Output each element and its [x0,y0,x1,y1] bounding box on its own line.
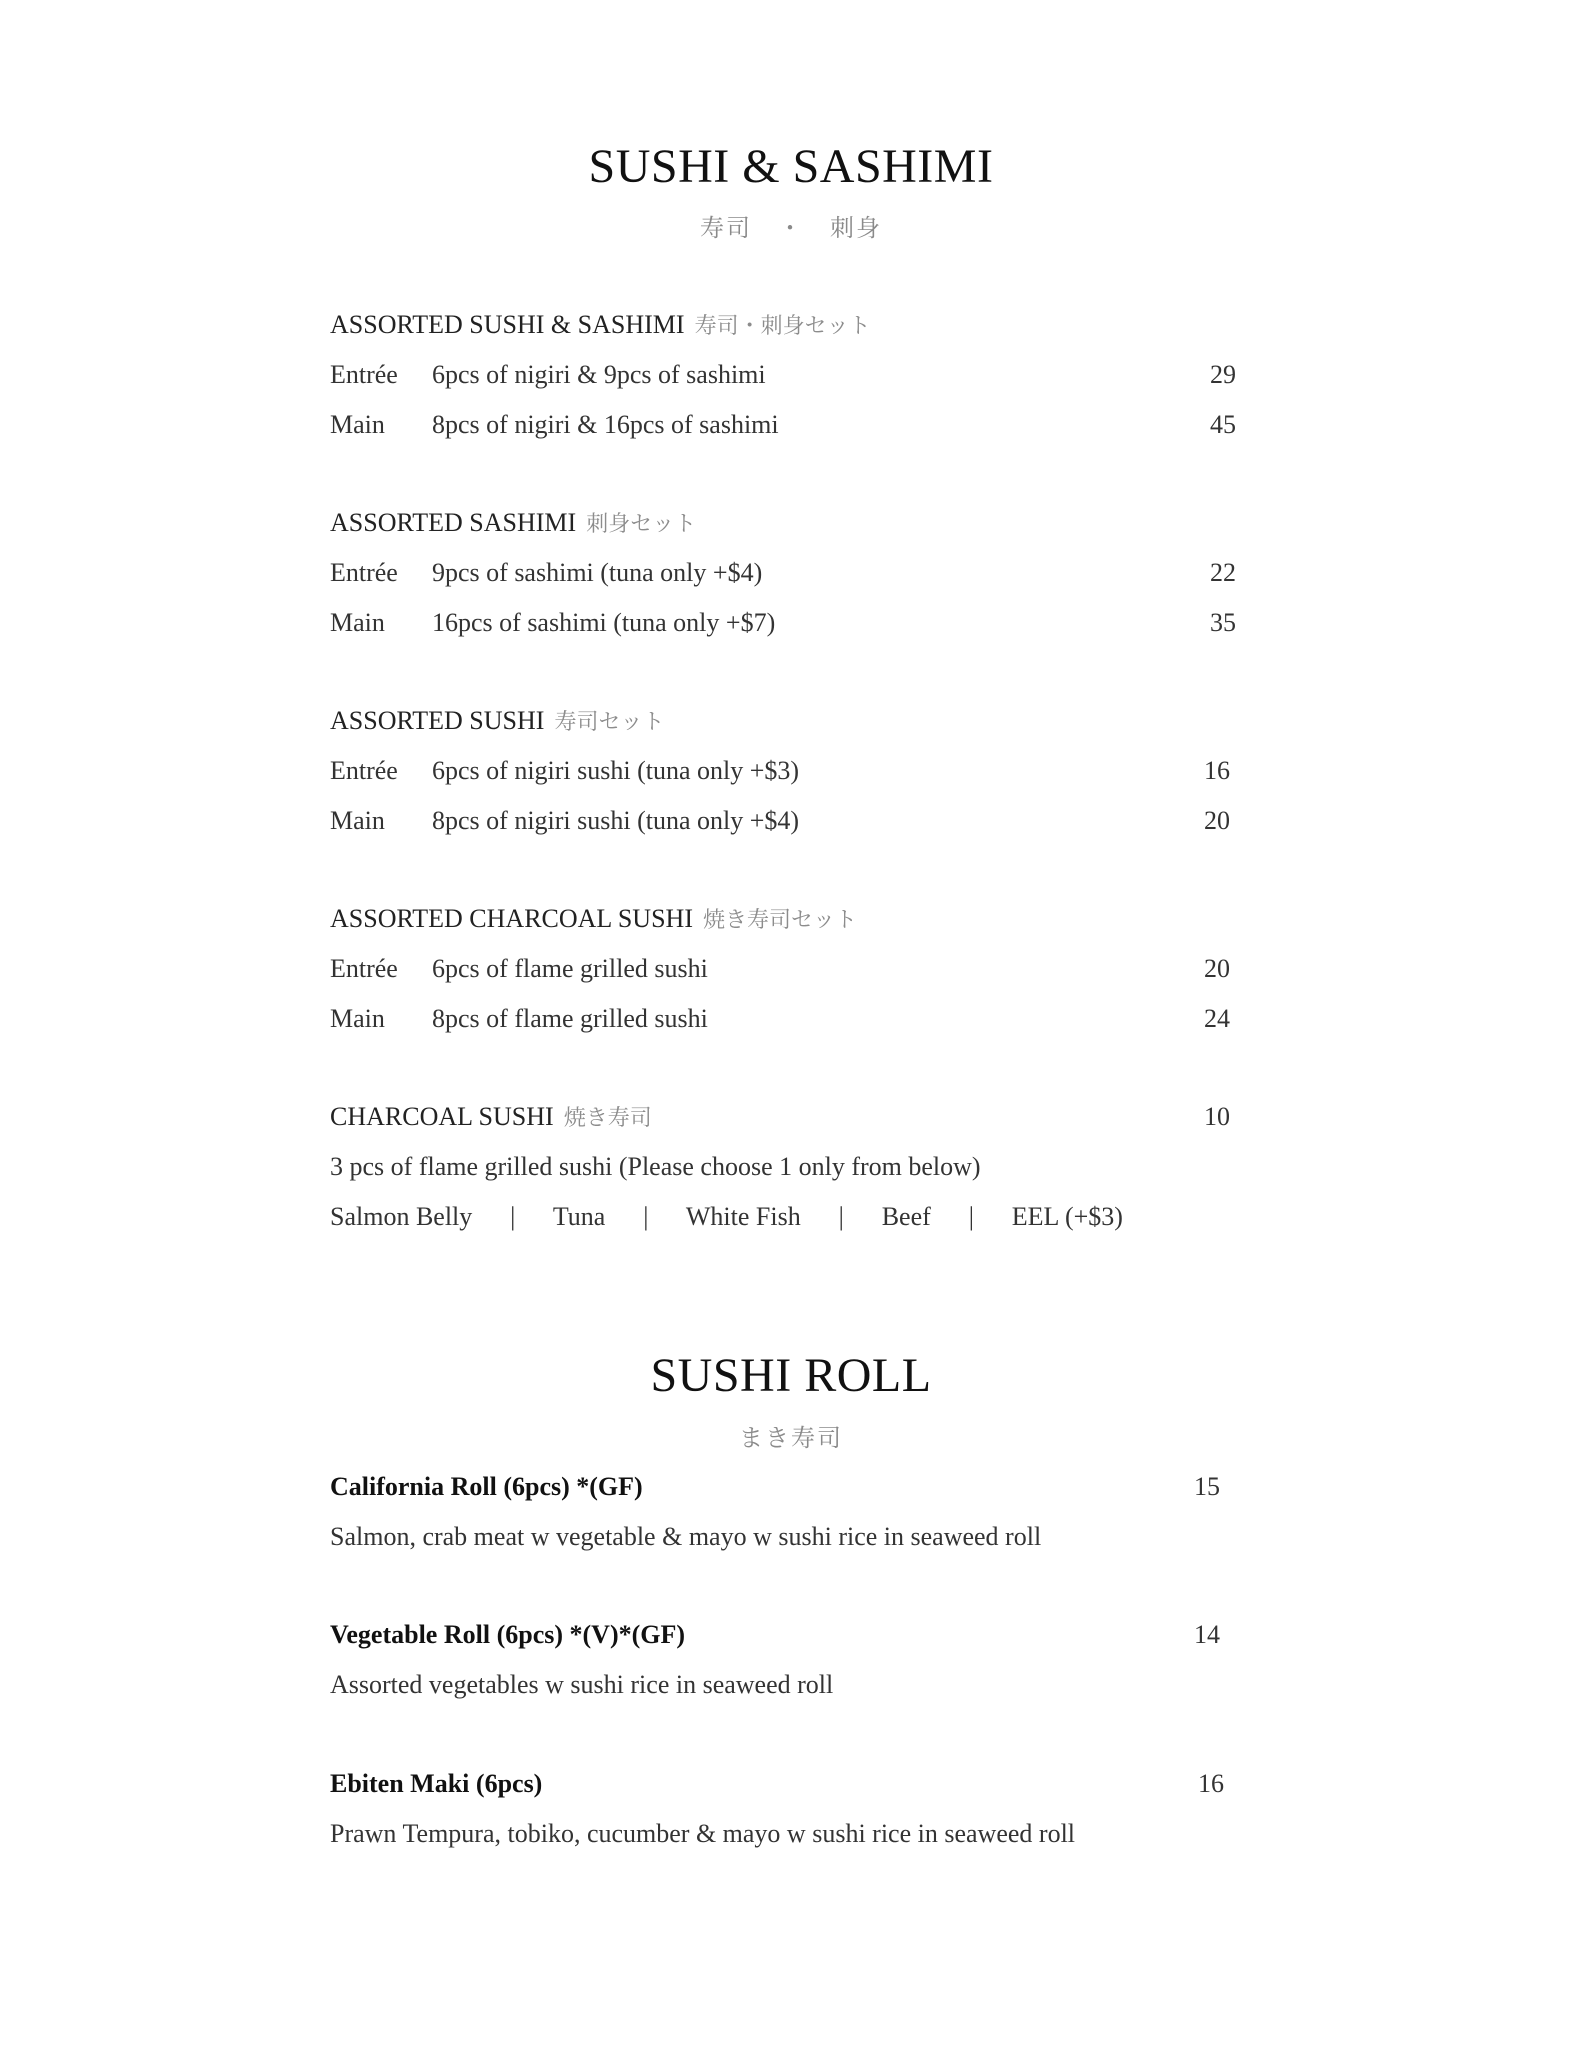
row-label: Main [330,608,385,637]
group-name: CHARCOAL SUSHI [330,1102,554,1131]
menu-group-heading [330,1104,652,1130]
roll-item-price: 16 [1198,1769,1224,1798]
row-price: 24 [1204,1004,1230,1033]
row-price: 35 [1210,608,1236,637]
charcoal-options [330,1204,1123,1230]
group-name-jp: 刺身セット [586,512,697,537]
row-description: 6pcs of flame grilled sushi [432,954,708,983]
group-name: ASSORTED SUSHI [330,706,545,735]
group-name-jp: 焼き寿司 [563,1106,652,1131]
option-item: EEL (+$3) [1011,1202,1123,1231]
row-label: Entrée [330,558,398,587]
roll-item-name: California Roll (6pcs) *(GF) [330,1472,643,1501]
group-name-jp: 焼き寿司セット [702,908,857,933]
row-label: Main [330,410,385,439]
row-description: 9pcs of sashimi (tuna only +$4) [432,558,763,587]
group-name: ASSORTED SASHIMI [330,508,577,537]
row-price: 20 [1204,954,1230,983]
roll-item-name: Vegetable Roll (6pcs) *(V)*(GF) [330,1620,686,1649]
row-description: 16pcs of sashimi (tuna only +$7) [432,608,776,637]
roll-item-price: 14 [1194,1620,1220,1649]
row-description: 6pcs of nigiri & 9pcs of sashimi [432,360,766,389]
option-item: Tuna [552,1202,606,1231]
menu-group-heading [330,510,696,536]
option-separator: | [838,1202,844,1231]
row-description: 8pcs of flame grilled sushi [432,1004,708,1033]
group-name: ASSORTED SUSHI & SASHIMI [330,310,685,339]
section-title-sushi-roll: SUSHI ROLL [650,1349,932,1402]
group-name-jp: 寿司セット [554,710,665,735]
row-description: 8pcs of nigiri & 16pcs of sashimi [432,410,779,439]
option-separator: | [968,1202,974,1231]
row-description: 6pcs of nigiri sushi (tuna only +$3) [432,756,800,785]
menu-group-heading [330,906,857,932]
row-price: 29 [1210,360,1236,389]
section-subtitle-jp: 寿司 ・ 刺身 [700,214,882,242]
option-item: White Fish [685,1202,801,1231]
row-label: Entrée [330,756,398,785]
option-item: Beef [881,1202,931,1231]
roll-item-description: Assorted vegetables w sushi rice in seaweed roll [330,1670,834,1699]
charcoal-description: 3 pcs of flame grilled sushi (Please choose 1 only from below) [330,1152,981,1181]
section-subtitle-jp: まき寿司 [739,1424,843,1452]
roll-item-description: Salmon, crab meat w vegetable & mayo w sushi rice in seaweed roll [330,1522,1042,1551]
group-name-jp: 寿司・刺身セット [694,314,871,339]
row-label: Entrée [330,954,398,983]
option-separator: | [643,1202,649,1231]
option-item: Salmon Belly [330,1202,473,1231]
menu-group-heading [330,708,664,734]
option-separator: | [510,1202,516,1231]
row-price: 16 [1204,756,1230,785]
roll-item-price: 15 [1194,1472,1220,1501]
row-price: 22 [1210,558,1236,587]
row-label: Entrée [330,360,398,389]
row-label: Main [330,1004,385,1033]
row-price: 20 [1204,806,1230,835]
row-label: Main [330,806,385,835]
row-description: 8pcs of nigiri sushi (tuna only +$4) [432,806,800,835]
roll-item-name: Ebiten Maki (6pcs) [330,1769,543,1798]
roll-item-description: Prawn Tempura, tobiko, cucumber & mayo w sushi rice in seaweed roll [330,1819,1076,1848]
menu-group-heading [330,312,871,338]
row-price: 10 [1204,1102,1230,1131]
section-title-sushi-sashimi: SUSHI & SASHIMI [588,140,994,193]
row-price: 45 [1210,410,1236,439]
group-name: ASSORTED CHARCOAL SUSHI [330,904,693,933]
